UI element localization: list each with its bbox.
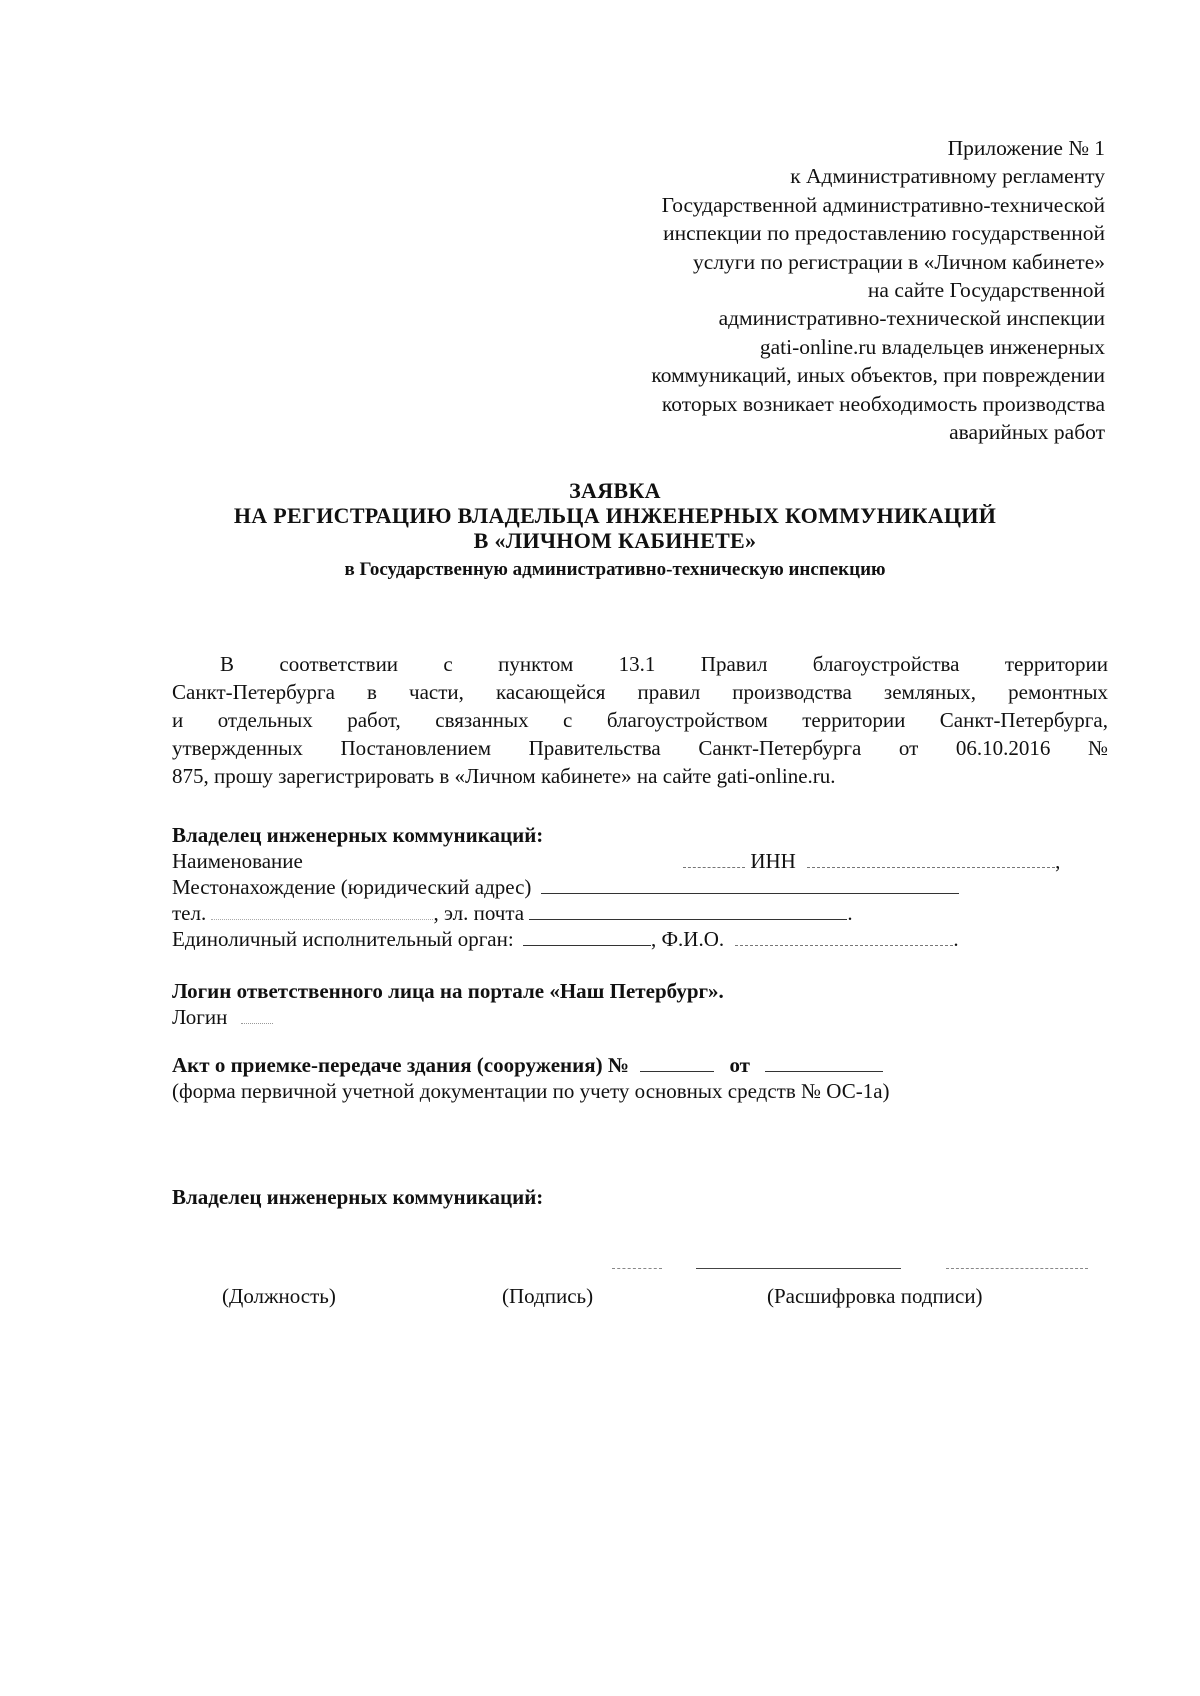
appendix-line: которых возникает необходимость производства [661,391,1105,416]
act-date-field[interactable] [765,1053,883,1072]
appendix-line: на сайте Государственной [867,278,1105,303]
document-title [120,478,1110,585]
fio-field[interactable] [735,927,953,946]
decode-label: (Расшифровка подписи) [767,1284,983,1308]
executive-field[interactable] [523,927,651,946]
executive-row [172,926,1072,952]
appendix-line: аварийных работ [949,420,1105,445]
owner-section [172,822,1072,952]
phone-field[interactable] [211,901,433,920]
position-label: (Должность) [222,1284,336,1308]
act-from-label: от [729,1053,750,1077]
act-number-field[interactable] [640,1053,714,1072]
appendix-line: Приложение № 1 [947,136,1105,160]
paragraph-line: 875, прошу зарегистрировать в «Личном кабинете» на сайте gati-online.ru. [172,764,836,788]
login-row [172,1004,1072,1030]
title-line: НА РЕГИСТРАЦИЮ ВЛАДЕЛЬЦА ИНЖЕНЕРНЫХ КОММУНИКАЦИЙ [233,503,997,528]
signature-line[interactable] [696,1268,901,1269]
signature-section [172,1184,1072,1210]
email-field[interactable] [529,901,847,920]
signature-heading: Владелец инженерных коммуникаций: [172,1185,544,1209]
appendix-line: Государственной административно-технической [661,192,1105,217]
request-paragraph [172,650,1108,790]
subtitle-line: в Государственную административно-техническую инспекцию [344,559,886,580]
fio-label: , Ф.И.О. [650,927,725,951]
appendix-line: gati-online.ru владельцев инженерных [759,334,1105,359]
appendix-line: коммуникаций, иных объектов, при повреждении [651,363,1105,388]
inn-suffix: , [1055,849,1061,873]
act-note: (форма первичной учетной документации по учету основных средств № ОС-1а) [172,1079,890,1103]
email-label: , эл. почта [433,901,525,925]
appendix-line: к Административному регламенту [790,164,1105,189]
address-field[interactable] [541,875,959,894]
signature-line-dash [612,1268,662,1269]
title-line: ЗАЯВКА [569,478,661,503]
contact-row [172,900,1072,926]
paragraph-line: В соответствии с пунктом 13.1 Правил благоустройства территории [220,652,1108,676]
name-field[interactable] [308,850,683,868]
address-label: Местонахождение (юридический адрес) [172,875,532,899]
executive-label: Единоличный исполнительный орган: [172,927,514,951]
address-row [172,874,1072,900]
inn-label: ИНН [750,849,796,873]
login-field[interactable] [241,1005,273,1024]
appendix-line: административно-технической инспекции [718,306,1105,331]
paragraph-line: утвержденных Постановлением Правительства Санкт-Петербурга от 06.10.2016 № [172,736,1108,760]
login-heading: Логин ответственного лица на портале «Наш Петербург». [172,979,724,1003]
act-section [172,1052,1072,1104]
phone-label: тел. [172,901,207,925]
fio-suffix: . [953,927,959,951]
name-row [172,848,1072,874]
decode-line[interactable] [946,1268,1088,1269]
login-section [172,978,1072,1030]
inn-field[interactable] [807,849,1055,868]
name-label: Наименование [172,849,303,873]
appendix-line: услуги по регистрации в «Личном кабинете» [693,249,1105,274]
paragraph-line: Санкт-Петербурга в части, касающейся правил производства земляных, ремонтных [172,680,1108,704]
signature-label: (Подпись) [502,1284,594,1308]
appendix-header [560,134,1105,446]
owner-heading: Владелец инженерных коммуникаций: [172,823,544,847]
appendix-line: инспекции по предоставлению государственной [663,221,1105,246]
name-field-tail [683,849,745,868]
paragraph-line: и отдельных работ, связанных с благоустройством территории Санкт-Петербурга, [172,708,1108,732]
act-row [172,1052,1072,1078]
email-suffix: . [847,901,853,925]
act-heading: Акт о приемке-передаче здания (сооружения) № [172,1053,629,1077]
title-line: В «ЛИЧНОМ КАБИНЕТЕ» [473,528,757,553]
login-label: Логин [172,1005,228,1029]
